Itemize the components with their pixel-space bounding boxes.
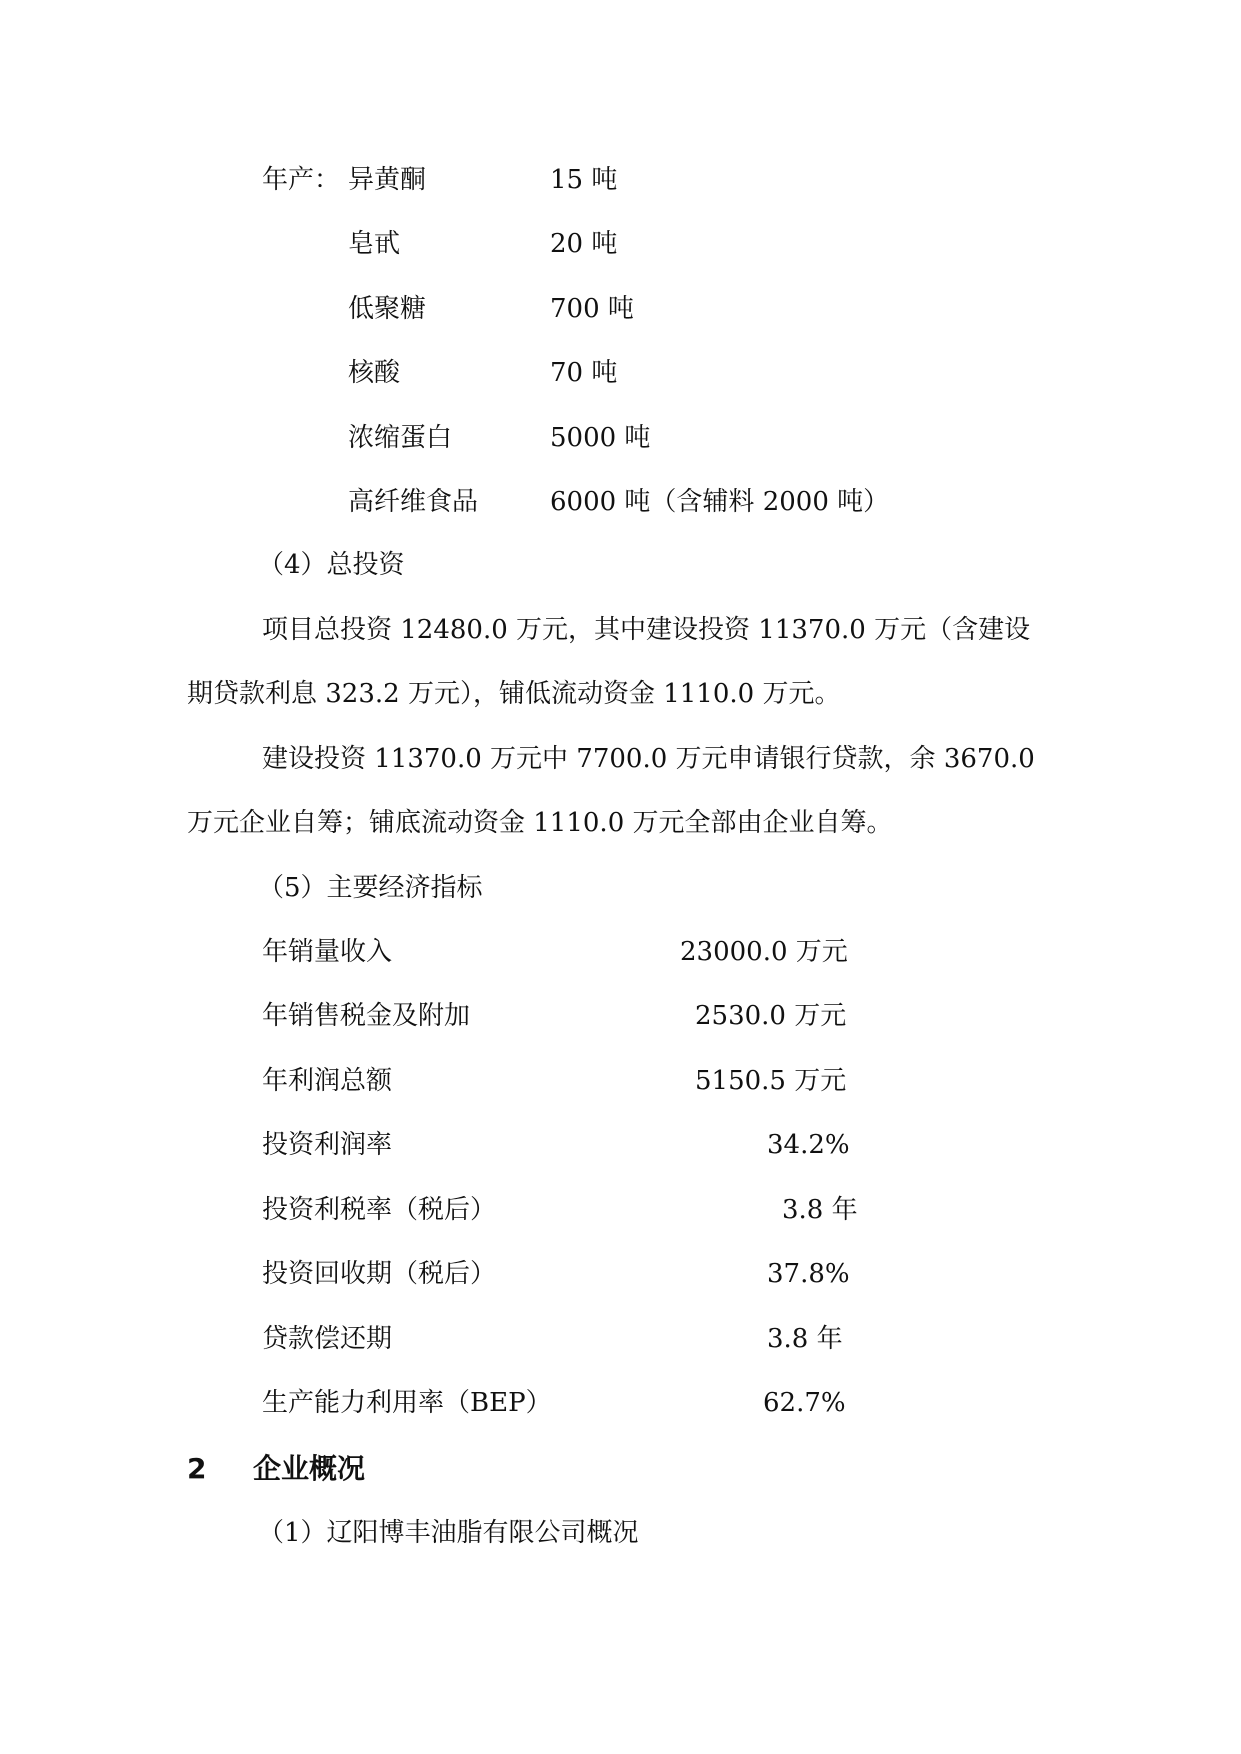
indicator-value: 3.8 年 — [782, 1195, 858, 1225]
indicator-value: 34.2% — [767, 1130, 850, 1160]
product-name: 浓缩蛋白 — [348, 423, 453, 453]
product-name: 皂甙 — [348, 229, 401, 259]
product-amount: 70 吨 — [550, 358, 618, 388]
section-sub-heading: （1）辽阳博丰油脂有限公司概况 — [258, 1518, 639, 1548]
investment-paragraph-line: 项目总投资 12480.0 万元，其中建设投资 11370.0 万元（含建设 — [262, 615, 1031, 645]
indicator-label: 贷款偿还期 — [262, 1324, 393, 1354]
investment-heading: （4）总投资 — [258, 550, 405, 580]
indicator-value: 2530.0 万元 — [695, 1001, 847, 1031]
product-amount: 700 吨 — [550, 294, 634, 324]
product-name: 高纤维食品 — [348, 487, 479, 517]
indicators-heading: （5）主要经济指标 — [258, 873, 483, 903]
indicator-value: 62.7% — [763, 1388, 846, 1418]
section-title: 企业概况 — [253, 1452, 366, 1485]
product-name: 低聚糖 — [348, 294, 427, 324]
indicator-label: 投资回收期（税后） — [262, 1259, 497, 1289]
product-name: 核酸 — [348, 358, 401, 388]
product-amount: 20 吨 — [550, 229, 618, 259]
indicator-label: 生产能力利用率（BEP） — [262, 1388, 552, 1418]
production-lead-label: 年产： — [262, 165, 341, 195]
product-amount: 6000 吨（含辅料 2000 吨） — [550, 487, 890, 517]
investment-paragraph-line: 万元企业自筹；铺底流动资金 1110.0 万元全部由企业自筹。 — [187, 808, 893, 838]
section-number: 2 — [187, 1452, 207, 1485]
investment-paragraph-line: 建设投资 11370.0 万元中 7700.0 万元申请银行贷款，余 3670.0 — [262, 744, 1035, 774]
product-name: 异黄酮 — [348, 165, 427, 195]
product-amount: 5000 吨 — [550, 423, 651, 453]
investment-paragraph-line: 期贷款利息 323.2 万元），铺低流动资金 1110.0 万元。 — [187, 679, 841, 709]
indicator-label: 投资利税率（税后） — [262, 1195, 497, 1225]
indicator-value: 23000.0 万元 — [680, 937, 848, 967]
indicator-label: 年利润总额 — [262, 1066, 393, 1096]
indicator-value: 37.8% — [767, 1259, 850, 1289]
product-amount: 15 吨 — [550, 165, 618, 195]
indicator-value: 5150.5 万元 — [695, 1066, 847, 1096]
indicator-label: 年销量收入 — [262, 937, 393, 967]
indicator-value: 3.8 年 — [767, 1324, 843, 1354]
indicator-label: 投资利润率 — [262, 1130, 393, 1160]
indicator-label: 年销售税金及附加 — [262, 1001, 471, 1031]
